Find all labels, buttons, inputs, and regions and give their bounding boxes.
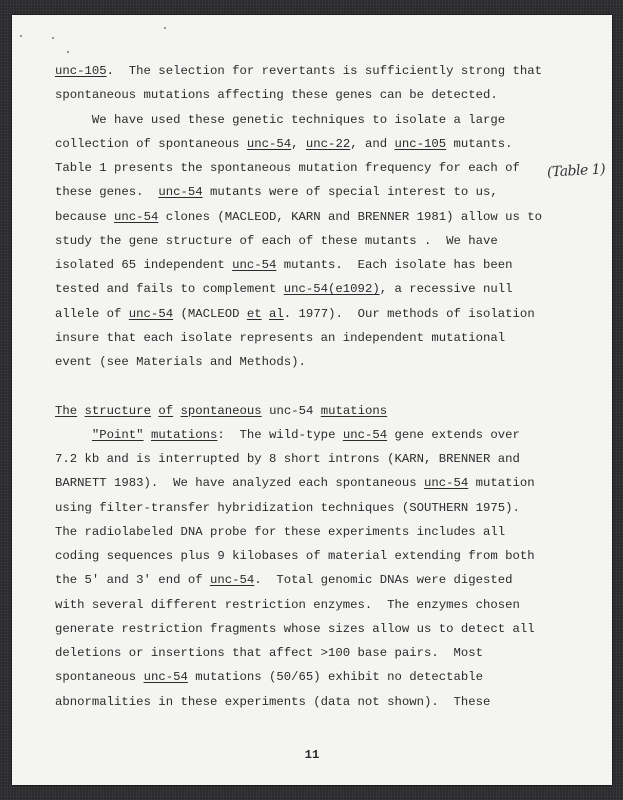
text-segment: allele of bbox=[55, 306, 129, 321]
text-segment: spontaneous bbox=[55, 670, 144, 685]
text-line bbox=[55, 83, 542, 107]
page-number: 11 bbox=[304, 748, 320, 762]
text-line bbox=[55, 253, 542, 277]
text-segment: using filter-transfer hybridization techniques (SOUTHERN 1975). bbox=[55, 500, 520, 515]
text-segment: , a recessive null bbox=[379, 282, 513, 297]
text-line bbox=[55, 544, 542, 568]
text-segment: because bbox=[55, 209, 115, 224]
document-page bbox=[12, 15, 612, 785]
text-segment bbox=[262, 307, 269, 321]
text-segment: mutation bbox=[468, 476, 535, 491]
text-segment: mutations (50/65) exhibit no detectable bbox=[187, 670, 484, 685]
text-segment bbox=[173, 404, 180, 418]
text-line bbox=[55, 471, 542, 495]
underlined-text: unc-54(e1092) bbox=[283, 282, 380, 297]
text-segment: abnormalities in these experiments (data not shown). These bbox=[55, 694, 491, 709]
text-line bbox=[55, 690, 542, 714]
text-line bbox=[55, 108, 542, 132]
text-segment: The radiolabeled DNA probe for these experiments includes all bbox=[55, 524, 506, 539]
text-segment bbox=[55, 428, 92, 442]
underlined-text: structure bbox=[84, 403, 151, 418]
underlined-text: unc-54 bbox=[246, 136, 292, 151]
text-segment: study the gene structure of each of these mutants . We have bbox=[55, 233, 498, 248]
text-line bbox=[55, 326, 542, 350]
text-segment: , and bbox=[350, 136, 395, 151]
underlined-text: unc-54 bbox=[342, 427, 388, 442]
underlined-text: unc-54 bbox=[158, 185, 203, 200]
text-segment: clones (MACLEOD, KARN and BRENNER 1981) allow us to bbox=[158, 209, 543, 224]
text-segment: : The wild-type bbox=[217, 427, 343, 442]
text-line bbox=[55, 665, 542, 689]
underlined-text: "Point" bbox=[91, 427, 144, 442]
speck bbox=[67, 51, 69, 53]
text-segment: deletions or insertions that affect >100 base pairs. Most bbox=[55, 646, 484, 660]
underlined-text: unc-54 bbox=[423, 476, 469, 491]
text-line bbox=[55, 302, 542, 326]
text-line bbox=[55, 496, 542, 520]
underlined-text: mutations bbox=[150, 427, 218, 442]
text-segment: , bbox=[291, 136, 306, 151]
speck bbox=[20, 35, 22, 37]
text-segment: with several different restriction enzymes. The enzymes chosen bbox=[55, 597, 520, 612]
text-segment: tested and fails to complement bbox=[55, 282, 284, 297]
text-segment: spontaneous mutations affecting these genes can be detected. bbox=[55, 88, 498, 103]
text-segment: collection of spontaneous bbox=[55, 136, 247, 151]
text-segment bbox=[144, 428, 151, 442]
blank-line bbox=[55, 374, 542, 398]
text-line bbox=[55, 399, 542, 423]
text-segment: unc-54 bbox=[261, 403, 321, 418]
speck bbox=[52, 37, 54, 39]
body-text bbox=[55, 59, 542, 714]
underlined-text: The bbox=[55, 403, 78, 418]
text-line bbox=[55, 520, 542, 544]
text-segment bbox=[77, 404, 84, 418]
text-line bbox=[55, 156, 542, 180]
text-segment: generate restriction fragments whose sizes allow us to detect all bbox=[55, 621, 535, 636]
text-segment: coding sequences plus 9 kilobases of material extending from both bbox=[55, 549, 535, 563]
text-segment: isolated 65 independent bbox=[55, 258, 233, 272]
text-segment: these genes. bbox=[55, 185, 159, 200]
handwritten-margin-note: (Table 1) bbox=[546, 161, 606, 181]
text-line bbox=[55, 423, 542, 447]
text-line bbox=[55, 229, 542, 253]
underlined-text: mutations bbox=[320, 403, 388, 418]
text-segment: BARNETT 1983). We have analyzed each spontaneous bbox=[55, 476, 424, 491]
text-segment: We have used these genetic techniques to isolate a large bbox=[55, 112, 506, 127]
underlined-text: spontaneous bbox=[180, 403, 262, 418]
underlined-text: of bbox=[158, 403, 174, 418]
text-line bbox=[55, 132, 542, 156]
underlined-text: unc-54 bbox=[232, 258, 277, 272]
text-line bbox=[55, 447, 542, 471]
text-segment: . The selection for revertants is sufficiently strong that bbox=[106, 64, 543, 78]
text-segment: (MACLEOD bbox=[173, 306, 247, 321]
text-line bbox=[55, 568, 542, 592]
underlined-text: unc-22 bbox=[305, 136, 351, 151]
underlined-text: unc-54 bbox=[128, 306, 174, 321]
text-segment: the 5' and 3' end of bbox=[55, 573, 210, 588]
text-segment: gene extends over bbox=[387, 427, 520, 442]
text-segment: mutants. bbox=[446, 136, 513, 151]
text-line bbox=[55, 593, 542, 617]
text-segment: . Total genomic DNAs were digested bbox=[254, 573, 513, 588]
text-line bbox=[55, 59, 542, 83]
text-segment: insure that each isolate represents an independent mutational bbox=[55, 330, 506, 345]
text-line bbox=[55, 205, 542, 229]
text-segment: mutants were of special interest to us, bbox=[202, 185, 498, 200]
underlined-text: al bbox=[269, 306, 284, 321]
text-segment: Table 1 presents the spontaneous mutation frequency for each of bbox=[55, 161, 520, 175]
text-segment: mutants. Each isolate has been bbox=[276, 258, 513, 272]
underlined-text: et bbox=[246, 306, 262, 321]
speck bbox=[164, 27, 166, 29]
text-line bbox=[55, 180, 542, 204]
underlined-text: unc-54 bbox=[143, 670, 188, 685]
underlined-text: unc-105 bbox=[55, 64, 107, 78]
text-line bbox=[55, 617, 542, 641]
underlined-text: unc-105 bbox=[394, 136, 447, 151]
text-segment: event (see Materials and Methods). bbox=[55, 355, 306, 369]
text-line bbox=[55, 277, 542, 301]
text-segment: 7.2 kb and is interrupted by 8 short introns (KARN, BRENNER and bbox=[55, 452, 520, 466]
text-line bbox=[55, 350, 542, 374]
text-segment: . 1977). Our methods of isolation bbox=[283, 306, 535, 321]
underlined-text: unc-54 bbox=[114, 209, 159, 224]
text-line bbox=[55, 641, 542, 665]
underlined-text: unc-54 bbox=[209, 573, 255, 588]
